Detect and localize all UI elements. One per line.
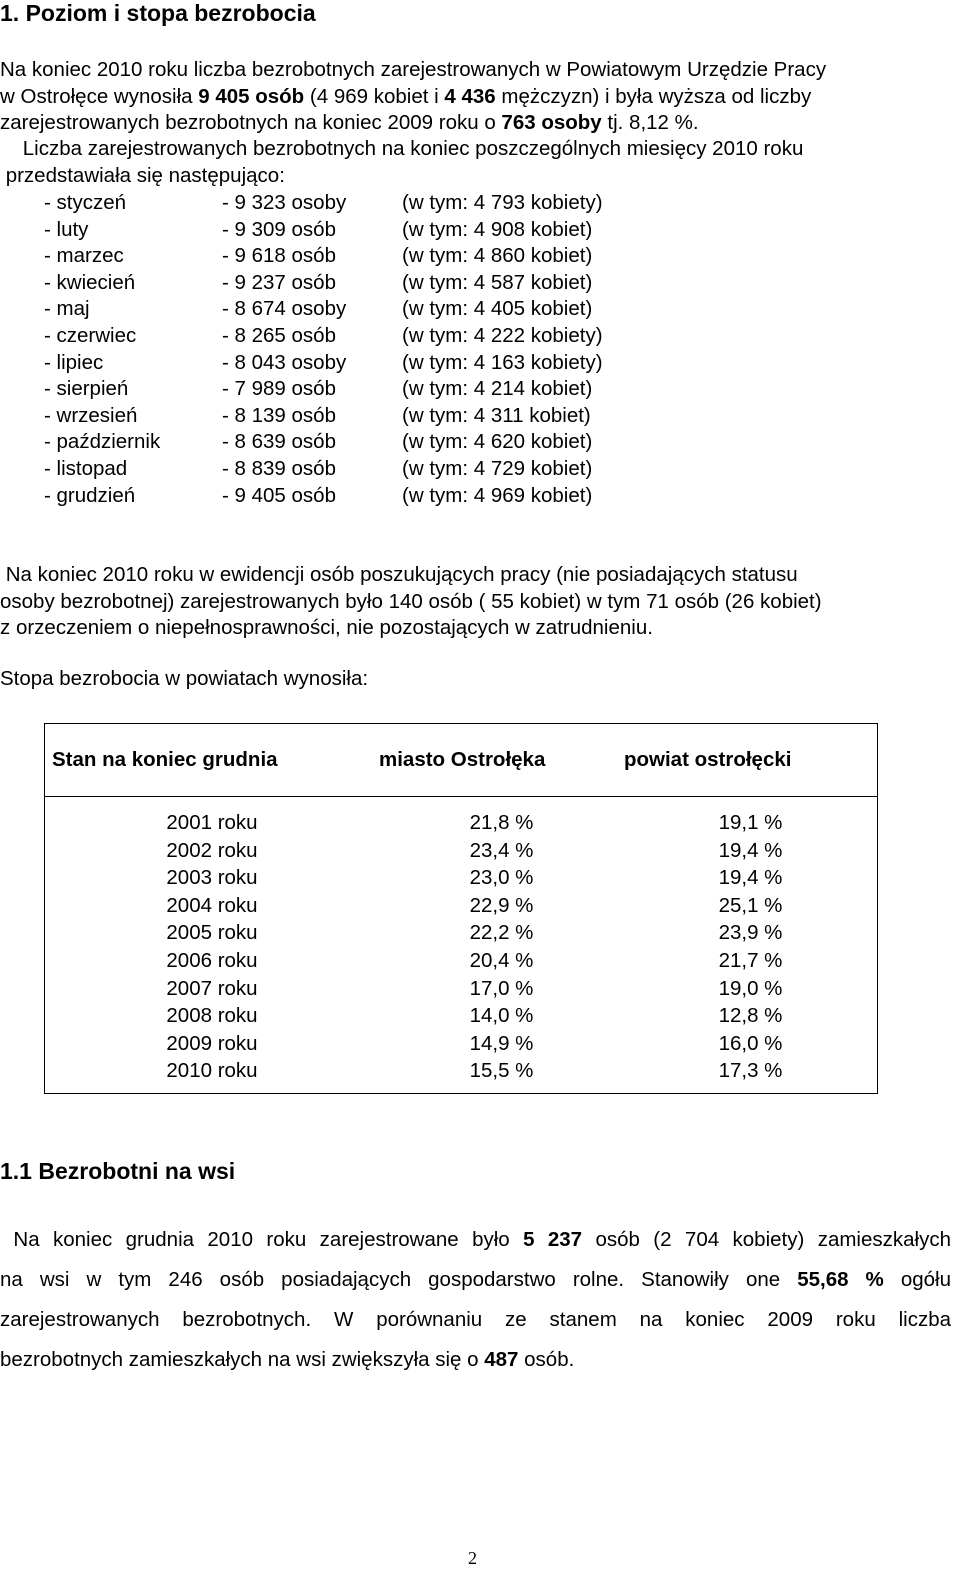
text-line [0,57,960,84]
text-run: Na koniec 2010 roku liczba bezrobotnych zarejestrowanych w Powiatowym Urzędzie Pracy [0,58,827,81]
women-count: (w tym: 4 222 kobiety) [402,323,603,347]
month-name: - styczeń [44,191,127,214]
text-line [0,1220,951,1260]
text-line: Na koniec 2010 roku w ewidencji osób poszukujących pracy (nie posiadających statusu [0,563,798,586]
table-cell: 2008 roku [166,1004,258,1028]
month-name: - marzec [44,244,124,268]
women-count: (w tym: 4 860 kobiet) [402,244,593,268]
table-cell: 23,0 % [469,866,534,890]
table-row [45,1002,878,1030]
table-row [45,1030,878,1058]
text-run: bezrobotnych zamieszkałych na wsi zwiększyła się o [0,1348,485,1371]
table-cell: 14,0 % [469,1004,534,1028]
table-cell: 22,9 % [469,893,534,917]
unemployed-count: - 9 405 osób [222,483,336,507]
table-cell: 15,5 % [469,1059,534,1083]
month-name: - kwiecień [44,270,136,294]
table-cell: 2006 roku [166,948,258,972]
text-run: (4 969 kobiet i [304,84,445,108]
women-count: (w tym: 4 620 kobiet) [402,430,593,454]
text-line [0,1260,951,1300]
intro-paragraph [0,57,960,137]
month-name: - czerwiec [44,323,137,347]
table-cell: 22,2 % [469,921,534,945]
women-count: (w tym: 4 587 kobiet) [402,270,593,294]
unemployed-count: - 8 043 osoby [222,350,347,374]
unemployed-count: - 7 989 osób [222,377,336,401]
text-line [0,1300,951,1340]
month-name: - wrzesień [44,403,138,427]
text-run: osób. [518,1348,575,1371]
bold-text: 487 [484,1348,519,1371]
unemployed-count: - 9 237 osób [222,270,336,294]
text-line [0,1340,951,1380]
unemployed-count: - 9 309 osób [222,217,336,241]
table-cell: 23,4 % [469,838,534,862]
text-run: mężczyzn) i była wyższa od liczby [495,84,812,108]
table-cell: 20,4 % [469,948,534,972]
text-line [0,110,960,137]
table-cell: 19,0 % [718,976,783,1000]
table-row [45,919,878,947]
rural-unemployed-paragraph [0,1220,951,1380]
text-line [0,84,960,111]
women-count: (w tym: 4 214 kobiet) [402,377,593,401]
months-intro-paragraph [0,136,960,189]
table-row [45,975,878,1003]
women-count: (w tym: 4 311 kobiet) [402,403,591,427]
text-line: z orzeczeniem o niepełnosprawności, nie pozostających w zatrudnieniu. [0,616,653,639]
bold-text: 5 237 [523,1228,583,1251]
month-name: - grudzień [44,483,136,507]
women-count: (w tym: 4 793 kobiety) [402,191,603,214]
women-count: (w tym: 4 729 kobiet) [402,456,593,480]
bold-text: 55,68 % [797,1268,884,1291]
unemployed-count: - 9 618 osób [222,244,336,268]
table-header-cell: powiat ostrołęcki [624,724,878,797]
table-row [45,1057,878,1093]
women-count: (w tym: 4 969 kobiet) [402,483,593,507]
job-seekers-paragraph [0,562,960,642]
table-header-cell: Stan na koniec grudnia [45,724,380,797]
rate-table-intro: Stopa bezrobocia w powiatach wynosiła: [0,667,369,690]
bold-text: 9 405 osób [198,84,305,108]
table-cell: 14,9 % [469,1031,534,1055]
table-cell: 16,0 % [718,1031,783,1055]
table-cell: 2005 roku [166,921,258,945]
table-row [45,797,878,837]
bold-text: 763 osoby [501,111,602,134]
text-run: tj. 8,12 %. [601,111,705,134]
month-name: - luty [44,217,89,241]
table-cell: 19,4 % [718,866,783,890]
table-row [45,892,878,920]
table-cell: 2010 roku [166,1059,258,1083]
table-cell: 17,3 % [718,1059,783,1083]
table-cell: 2002 roku [166,838,258,862]
text-run: ogółu [883,1268,951,1291]
table-cell: 21,7 % [718,948,783,972]
table-cell: 23,9 % [718,921,783,945]
text-run: w Ostrołęce wynosiła [0,84,199,108]
text-line: osoby bezrobotnej) zarejestrowanych było 140 osób ( 55 kobiet) w tym 71 osób (26 kobiet) [0,589,822,613]
table-cell: 21,8 % [469,811,534,834]
table-cell: 19,4 % [718,838,783,862]
table-cell: 2007 roku [166,976,258,1000]
unemployed-count: - 8 674 osoby [222,297,347,321]
unemployed-count: - 9 323 osoby [222,191,347,214]
section-heading-1: 1. Poziom i stopa bezrobocia [0,0,316,26]
unemployed-count: - 8 139 osób [222,403,336,427]
unemployed-count: - 8 265 osób [222,323,336,347]
table-row [45,837,878,865]
month-name: - maj [44,297,90,321]
unemployment-rate-table [44,723,878,1094]
table-cell: 2004 roku [166,893,258,917]
month-name: - sierpień [44,377,129,401]
text-run: na wsi w tym 246 osób posiadających gospodarstwo rolne. Stanowiły one [0,1268,798,1291]
text-run: zarejestrowanych bezrobotnych na koniec 2009 roku o [0,111,502,134]
page-number: 2 [468,1548,477,1568]
table-cell: 25,1 % [718,893,783,917]
table-row [45,864,878,892]
women-count: (w tym: 4 163 kobiety) [402,350,603,374]
month-name: - lipiec [44,350,104,374]
table-cell: 2009 roku [166,1031,258,1055]
text-line: Liczba zarejestrowanych bezrobotnych na koniec poszczególnych miesięcy 2010 roku [0,137,804,160]
table-cell: 2001 roku [166,811,258,834]
bold-text: 4 436 [444,84,496,108]
women-count: (w tym: 4 405 kobiet) [402,297,593,321]
table-cell: 2003 roku [166,866,258,890]
table-cell: 12,8 % [718,1004,783,1028]
table-header-cell: miasto Ostrołęka [379,724,624,797]
table-cell: 17,0 % [469,976,534,1000]
month-name: - listopad [44,456,128,480]
table-row [45,947,878,975]
table-cell: 19,1 % [718,811,783,834]
month-name: - październik [44,430,161,454]
text-run: zarejestrowanych bezrobotnych. W porównaniu ze stanem na koniec 2009 roku liczba [0,1308,951,1331]
unemployed-count: - 8 639 osób [222,430,336,454]
table-header-row [45,724,878,797]
women-count: (w tym: 4 908 kobiet) [402,217,593,241]
unemployed-count: - 8 839 osób [222,456,336,480]
section-heading-1-1: 1.1 Bezrobotni na wsi [0,1158,236,1184]
text-run: Na koniec grudnia 2010 roku zarejestrowane było [0,1228,524,1251]
text-line: przedstawiała się następująco: [0,163,285,187]
text-run: osób (2 704 kobiety) zamieszkałych [582,1228,951,1251]
